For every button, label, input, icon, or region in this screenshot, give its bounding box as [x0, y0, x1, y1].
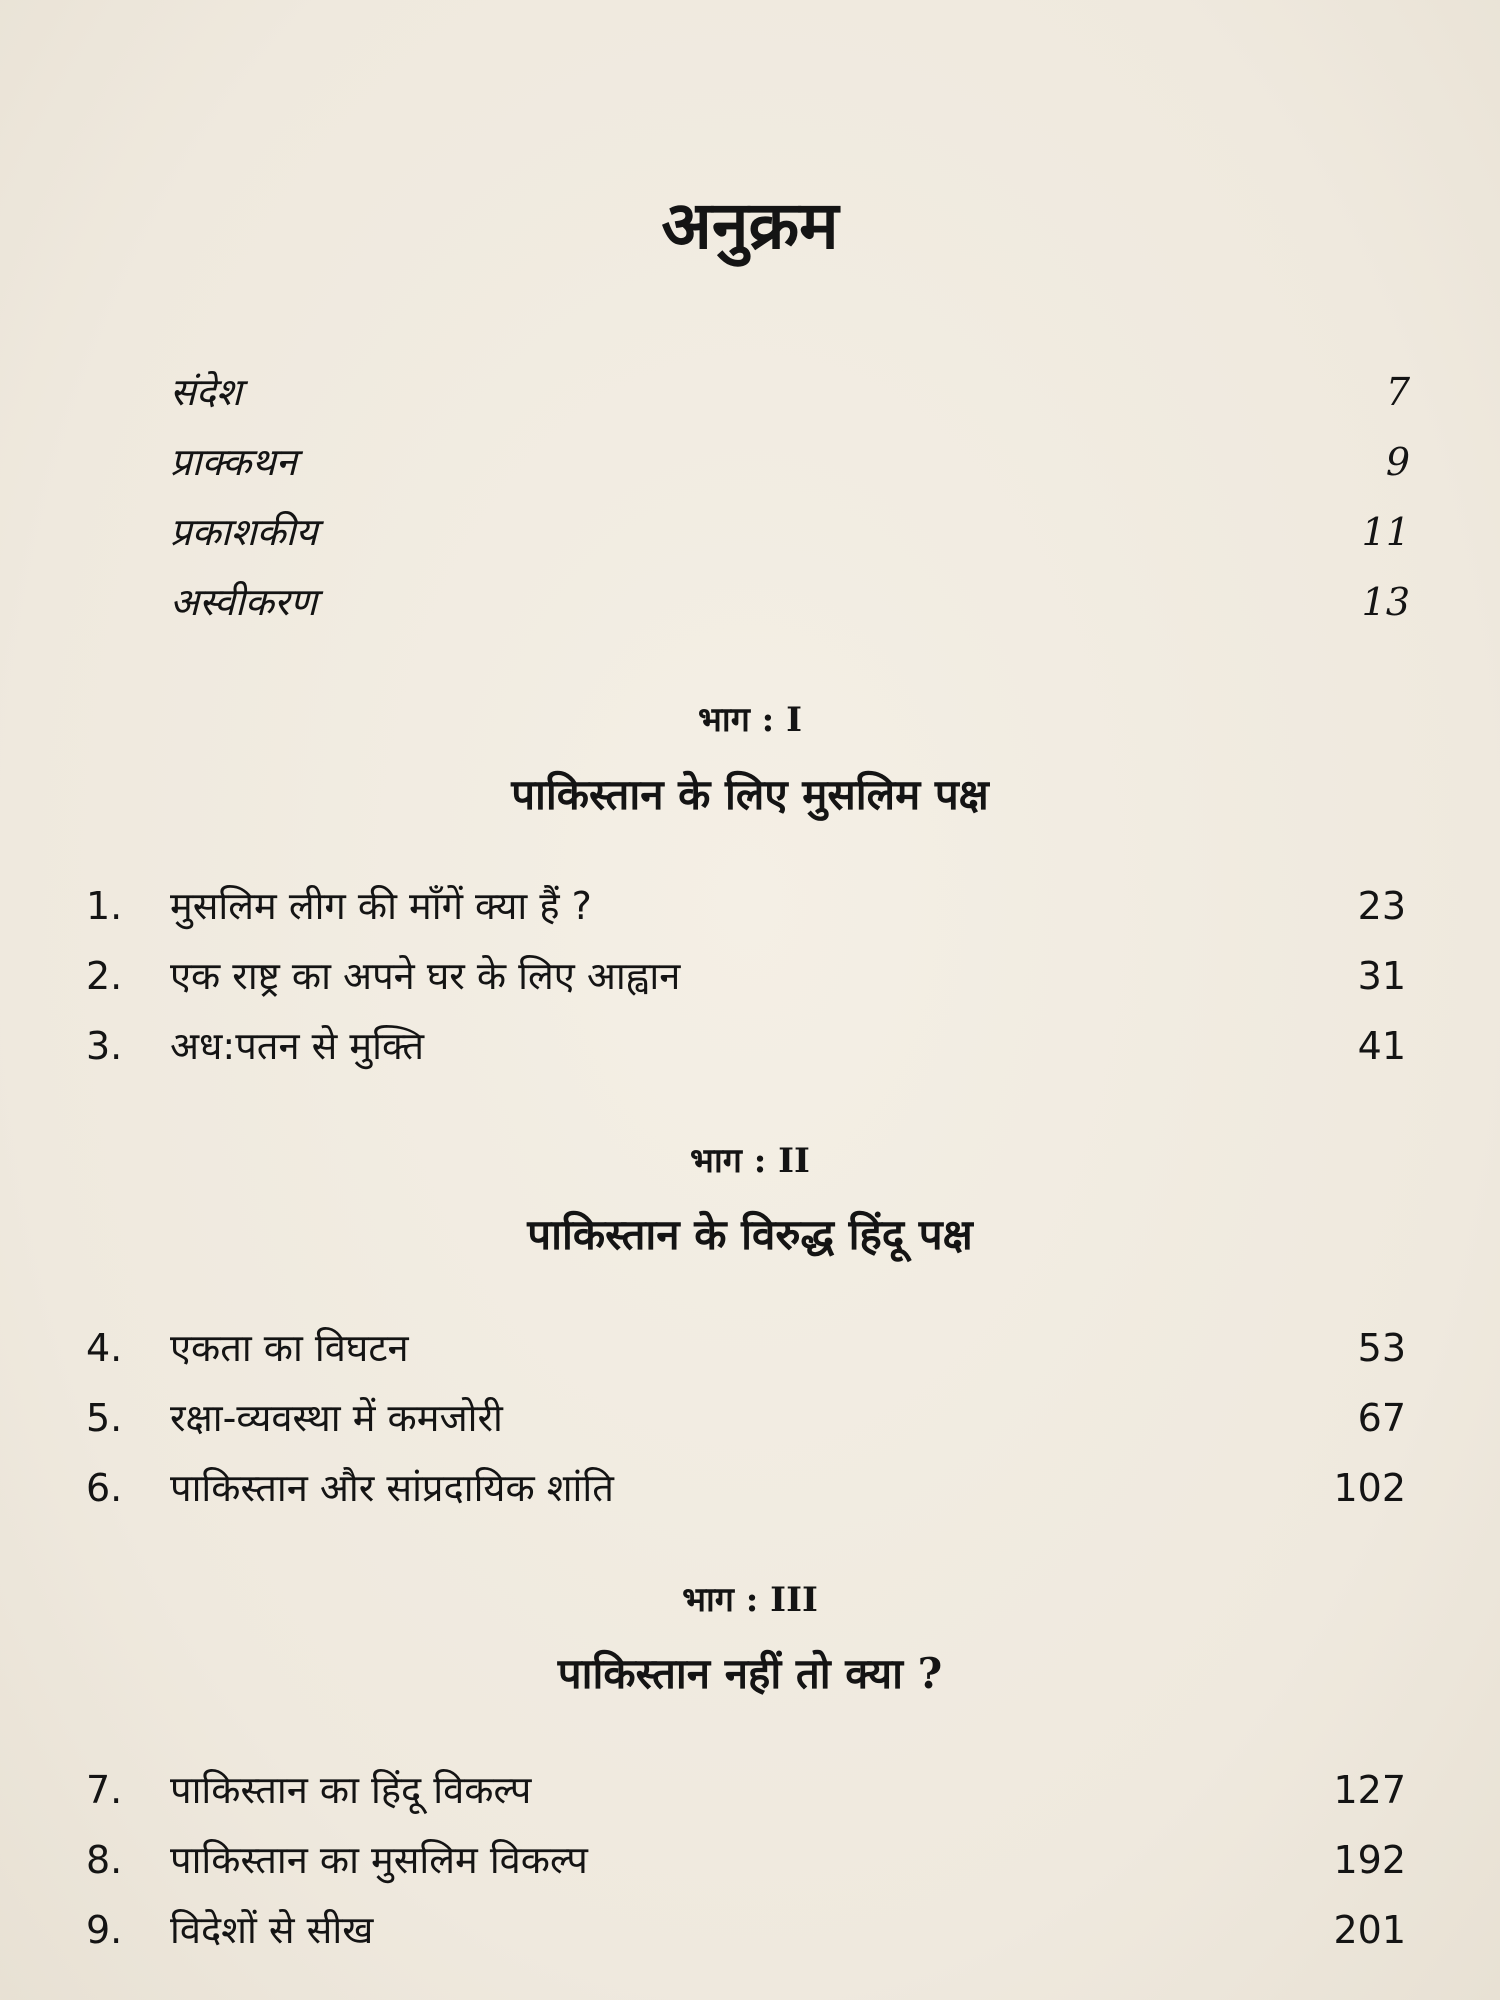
chapter-page: 201: [1333, 1908, 1406, 1952]
chapter-page: 53: [1357, 1326, 1406, 1370]
chapter-page: 102: [1333, 1466, 1406, 1510]
part-label: भाग : III: [682, 1580, 818, 1620]
chapter-page: 23: [1357, 884, 1406, 928]
chapter-page: 127: [1333, 1768, 1406, 1812]
chapter-title: एकता का विघटन: [170, 1326, 409, 1370]
chapter-number: 6.: [86, 1466, 123, 1510]
chapter-title: पाकिस्तान का हिंदू विकल्प: [170, 1768, 532, 1812]
front-matter-page: 9: [1385, 440, 1410, 484]
chapter-number: 7.: [86, 1768, 123, 1812]
part-label: भाग : II: [690, 1141, 810, 1181]
chapter-number: 3.: [86, 1024, 123, 1068]
part-title: पाकिस्तान के विरुद्ध हिंदू पक्ष: [527, 1210, 973, 1259]
chapter-number: 2.: [86, 954, 123, 998]
chapter-page: 192: [1333, 1838, 1406, 1882]
chapter-title: अध:पतन से मुक्ति: [170, 1024, 424, 1068]
chapter-number: 8.: [86, 1838, 123, 1882]
chapter-page: 31: [1357, 954, 1406, 998]
front-matter-label: प्राक्कथन: [170, 440, 297, 484]
front-matter-label: संदेश: [170, 370, 242, 414]
chapter-number: 1.: [86, 884, 123, 928]
chapter-page: 41: [1357, 1024, 1406, 1068]
chapter-number: 9.: [86, 1908, 123, 1952]
chapter-title: एक राष्ट्र का अपने घर के लिए आह्वान: [170, 954, 681, 998]
part-title: पाकिस्तान के लिए मुसलिम पक्ष: [511, 770, 989, 819]
page-title: अनुक्रम: [661, 186, 839, 264]
chapter-title: मुसलिम लीग की माँगें क्या हैं ?: [170, 884, 592, 928]
chapter-title: विदेशों से सीख: [170, 1908, 374, 1952]
front-matter-page: 13: [1361, 580, 1410, 624]
chapter-number: 5.: [86, 1396, 123, 1440]
chapter-title: पाकिस्तान का मुसलिम विकल्प: [170, 1838, 588, 1882]
part-label: भाग : I: [698, 700, 802, 740]
front-matter-page: 7: [1385, 370, 1410, 414]
part-title: पाकिस्तान नहीं तो क्या ?: [557, 1649, 943, 1698]
front-matter-label: प्रकाशकीय: [170, 510, 318, 554]
chapter-title: पाकिस्तान और सांप्रदायिक शांति: [170, 1466, 614, 1510]
front-matter-label: अस्वीकरण: [170, 580, 317, 624]
chapter-number: 4.: [86, 1326, 123, 1370]
chapter-title: रक्षा-व्यवस्था में कमजोरी: [170, 1396, 503, 1440]
chapter-page: 67: [1357, 1396, 1406, 1440]
front-matter-page: 11: [1361, 510, 1410, 554]
